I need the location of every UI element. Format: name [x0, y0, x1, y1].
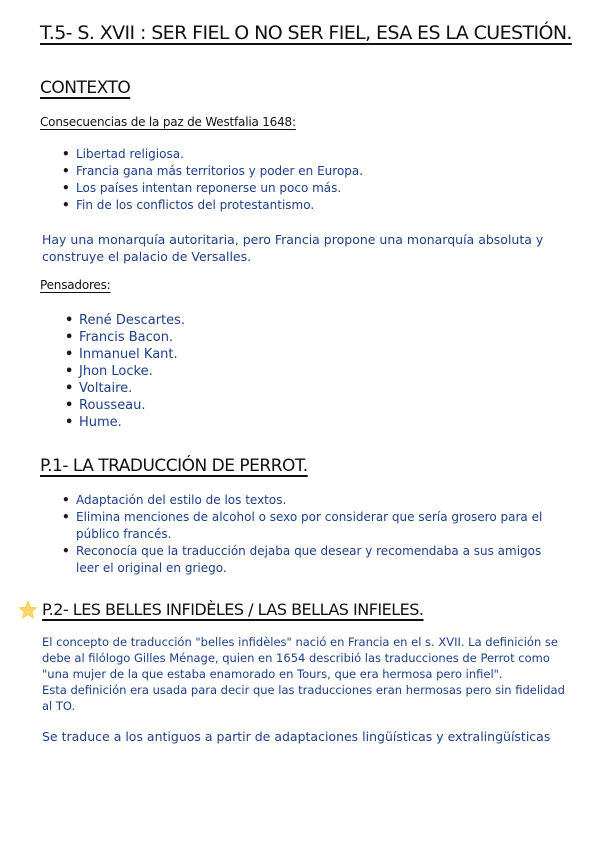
bullet-icon: •: [62, 147, 70, 161]
list-item: • Hume.: [65, 415, 122, 430]
list-item: • Inmanuel Kant.: [65, 347, 178, 362]
list-item: • Francis Bacon.: [65, 330, 174, 345]
bullet-icon: •: [62, 544, 70, 558]
bullet-icon: •: [65, 364, 74, 379]
list-item: • Fin de los conflictos del protestantismo.: [62, 198, 315, 212]
bullet-icon: •: [62, 510, 70, 524]
p1-heading: P.1- LA TRADUCCIÓN DE PERROT.: [40, 456, 308, 476]
p1-bullet-list: [62, 492, 562, 577]
p2-paragraph-1: El concepto de traducción "belles infidèles" nació en Francia en el s. XVII. La definición se debe al filólogo Gilles Ménage, quien en 1654 describió las traducciones de Perrot como "una mujer de la que estaba enamorado en Tours, que era hermosa pero infiel".: [42, 635, 558, 681]
p2-paragraph-2: Esta definición era usada para decir que las traducciones eran hermosas pero sin fidelidad al TO.: [42, 683, 565, 713]
p2-paragraph-3: Se traduce a los antiguos a partir de adaptaciones lingüísticas y extralingüísticas: [42, 729, 551, 744]
list-item: • Jhon Locke.: [65, 364, 153, 379]
bullet-icon: •: [62, 493, 70, 507]
star-icon: [18, 600, 38, 620]
p2-heading: P.2- LES BELLES INFIDÈLES / LAS BELLAS INFIELES.: [42, 600, 424, 619]
list-item: • Francia gana más territorios y poder en Europa.: [62, 164, 364, 178]
pensadores-list: [65, 312, 185, 431]
pensadores-heading: Pensadores:: [40, 278, 111, 292]
contexto-paragraph: Hay una monarquía autoritaria, pero Francia propone una monarquía absoluta y construye el palacio de Versalles.: [42, 232, 544, 264]
contexto-bullet-list: [62, 146, 363, 214]
list-item: • Rousseau.: [65, 398, 146, 413]
list-item: • René Descartes.: [65, 313, 186, 328]
bullet-icon: •: [65, 398, 74, 413]
bullet-icon: •: [65, 313, 74, 328]
bullet-icon: •: [65, 381, 74, 396]
bullet-icon: •: [65, 347, 74, 362]
bullet-icon: •: [62, 164, 70, 178]
p2-paragraphs: [42, 634, 572, 745]
contexto-heading: CONTEXTO: [40, 78, 131, 98]
list-item: • Elimina menciones de alcohol o sexo por considerar que sería grosero para el público francés.: [62, 510, 543, 541]
contexto-subheading: Consecuencias de la paz de Westfalia 1648:: [40, 115, 296, 129]
list-item: • Libertad religiosa.: [62, 147, 184, 161]
bullet-icon: •: [62, 181, 70, 195]
list-item: • Los países intentan reponerse un poco más.: [62, 181, 342, 195]
bullet-icon: •: [65, 415, 74, 430]
list-item: • Voltaire.: [65, 381, 133, 396]
list-item: • Reconocía que la traducción dejaba que desear y recomendaba a sus amigos leer el original en griego.: [62, 544, 542, 575]
list-item: • Adaptación del estilo de los textos.: [62, 493, 287, 507]
bullet-icon: •: [65, 330, 74, 345]
page-title: T.5- S. XVII : SER FIEL O NO SER FIEL, ESA ES LA CUESTIÓN.: [40, 22, 572, 44]
bullet-icon: •: [62, 198, 70, 212]
